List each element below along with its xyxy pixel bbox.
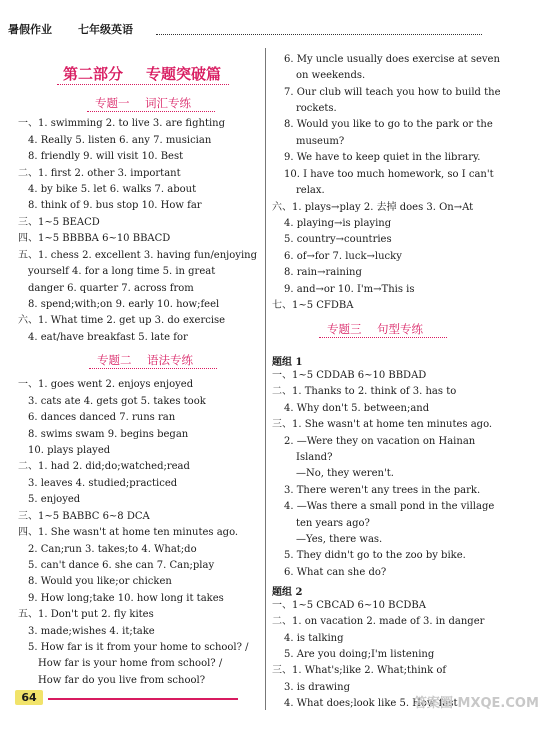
answer-line: 二、1. first 2. other 3. important	[18, 168, 181, 179]
topic2-underline	[89, 368, 217, 369]
answer-line: Island?	[296, 452, 333, 463]
answer-line: on weekends.	[296, 70, 366, 81]
title-underline	[57, 84, 229, 85]
answer-line: 3. leaves 4. studied;practiced	[28, 478, 178, 489]
part-name: 专题突破篇	[146, 65, 222, 83]
answer-line: rockets.	[296, 103, 337, 114]
answer-line: 4. by bike 5. let 6. walks 7. about	[28, 184, 197, 195]
answer-line: 四、1~5 BBBBA 6~10 BBACD	[18, 233, 171, 244]
answer-line: 6. My uncle usually does exercise at seven	[284, 54, 500, 65]
answer-line: 9. How long;take 10. how long it takes	[28, 593, 224, 604]
answer-line: 4. playing→is playing	[284, 218, 392, 229]
answer-line: 4. Really 5. listen 6. any 7. musician	[28, 135, 212, 146]
topic3-label: 专题三	[327, 322, 362, 336]
topic3-name: 句型专练	[377, 322, 423, 336]
answer-line: 五、1. chess 2. excellent 3. having fun/enjoying	[18, 250, 257, 261]
answer-line: 六、1. What time 2. get up 3. do exercise	[18, 315, 226, 326]
page-header	[0, 0, 500, 44]
answer-line: museum?	[296, 136, 345, 147]
answer-line: 5. enjoyed	[28, 494, 81, 505]
answer-line: 三、1. She wasn't at home ten minutes ago.	[272, 419, 493, 430]
answer-line: 三、1~5 BEACD	[18, 217, 100, 228]
answer-line: 6. of→for 7. luck→lucky	[284, 251, 402, 262]
topic2-name: 语法专练	[147, 353, 193, 367]
column-divider	[265, 48, 266, 710]
answer-line: How far do you live from school?	[38, 675, 206, 686]
answer-line: 5. They didn't go to the zoo by bike.	[284, 550, 466, 561]
topic1-label: 专题一	[95, 96, 130, 110]
answer-line: 5. Are you doing;I'm listening	[284, 649, 435, 660]
answer-line: 5. How far is it from your home to school? /	[28, 642, 249, 653]
answer-line: 4. What does;look like 5. How fast	[284, 698, 458, 709]
page-number: 64	[15, 690, 43, 705]
header-rule	[156, 34, 482, 35]
group-heading: 题组 2	[272, 587, 303, 598]
answer-line: 8. think of 9. bus stop 10. How far	[28, 200, 202, 211]
answer-line: 2. Can;run 3. takes;to 4. What;do	[28, 544, 197, 555]
topic1-underline	[87, 111, 215, 112]
answer-line: 5. can't dance 6. she can 7. Can;play	[28, 560, 215, 571]
book-title: 暑假作业	[8, 23, 52, 36]
answer-line: 4. is talking	[284, 633, 344, 644]
answer-line: 3. cats ate 4. gets got 5. takes took	[28, 396, 206, 407]
answer-line: danger 6. quarter 7. across from	[28, 283, 194, 294]
topic1-name: 词汇专练	[145, 96, 191, 110]
answer-line: 一、1. swimming 2. to live 3. are fighting	[18, 118, 226, 129]
answer-line: 8. spend;with;on 9. early 10. how;feel	[28, 299, 220, 310]
answer-line: 六、1. plays→play 2. 去掉 does 3. On→At	[272, 202, 474, 213]
answer-line: 7. Our club will teach you how to build the	[284, 87, 501, 98]
answer-line: How far is your home from school? /	[38, 658, 223, 669]
answer-line: 4. —Was there a small pond in the village	[284, 501, 495, 512]
answer-line: 8. Would you like;or chicken	[28, 576, 172, 587]
answer-line: 一、1. goes went 2. enjoys enjoyed	[18, 379, 194, 390]
answer-line: 3. is drawing	[284, 682, 350, 693]
answer-line: ten years ago?	[296, 518, 370, 529]
watermark: 答案圈 MXQE.COM	[414, 696, 539, 711]
footer-rule	[48, 698, 238, 700]
answer-line: 4. Why don't 5. between;and	[284, 403, 430, 414]
answer-line: 8. friendly 9. will visit 10. Best	[28, 151, 184, 162]
answer-line: 二、1. Thanks to 2. think of 3. has to	[272, 386, 457, 397]
answer-line: 3. made;wishes 4. it;take	[28, 626, 155, 637]
answer-line: 七、1~5 CFDBA	[272, 300, 354, 311]
answer-line: 8. rain→raining	[284, 267, 362, 278]
subject-title: 七年级英语	[78, 23, 133, 36]
answer-line: 2. —Were they on vacation on Hainan	[284, 436, 476, 447]
answer-line: 10. I have too much homework, so I can't	[284, 169, 494, 180]
answer-line: 9. and→or 10. I'm→This is	[284, 284, 415, 295]
answer-line: 9. We have to keep quiet in the library.	[284, 152, 481, 163]
answer-line: 8. Would you like to go to the park or the	[284, 119, 493, 130]
answer-line: 三、1~5 BABBC 6~8 DCA	[18, 511, 150, 522]
answer-line: yourself 4. for a long time 5. in great	[28, 266, 216, 277]
answer-line: 6. What can she do?	[284, 567, 387, 578]
answer-line: —No, they weren't.	[296, 468, 394, 479]
answer-line: 二、1. on vacation 2. made of 3. in danger	[272, 616, 485, 627]
answer-line: 一、1~5 CDDAB 6~10 BBDAD	[272, 370, 427, 381]
answer-line: 一、1~5 CBCAD 6~10 BCDBA	[272, 600, 426, 611]
answer-line: 四、1. She wasn't at home ten minutes ago.	[18, 527, 239, 538]
answer-line: 5. country→countries	[284, 234, 392, 245]
part-label: 第二部分	[63, 65, 124, 83]
group-heading: 题组 1	[272, 357, 303, 368]
answer-line: 10. plays played	[28, 445, 111, 456]
answer-line: 二、1. had 2. did;do;watched;read	[18, 461, 190, 472]
answer-line: 8. swims swam 9. begins began	[28, 429, 189, 440]
topic2-label: 专题二	[97, 353, 132, 367]
answer-line: relax.	[296, 185, 325, 196]
answer-line: 6. dances danced 7. runs ran	[28, 412, 176, 423]
answer-line: —Yes, there was.	[296, 534, 383, 545]
answer-line: 三、1. What's;like 2. What;think of	[272, 665, 447, 676]
answer-line: 4. eat/have breakfast 5. late for	[28, 332, 188, 343]
topic3-underline	[319, 337, 447, 338]
answer-line: 3. There weren't any trees in the park.	[284, 485, 481, 496]
answer-line: 五、1. Don't put 2. fly kites	[18, 609, 154, 620]
